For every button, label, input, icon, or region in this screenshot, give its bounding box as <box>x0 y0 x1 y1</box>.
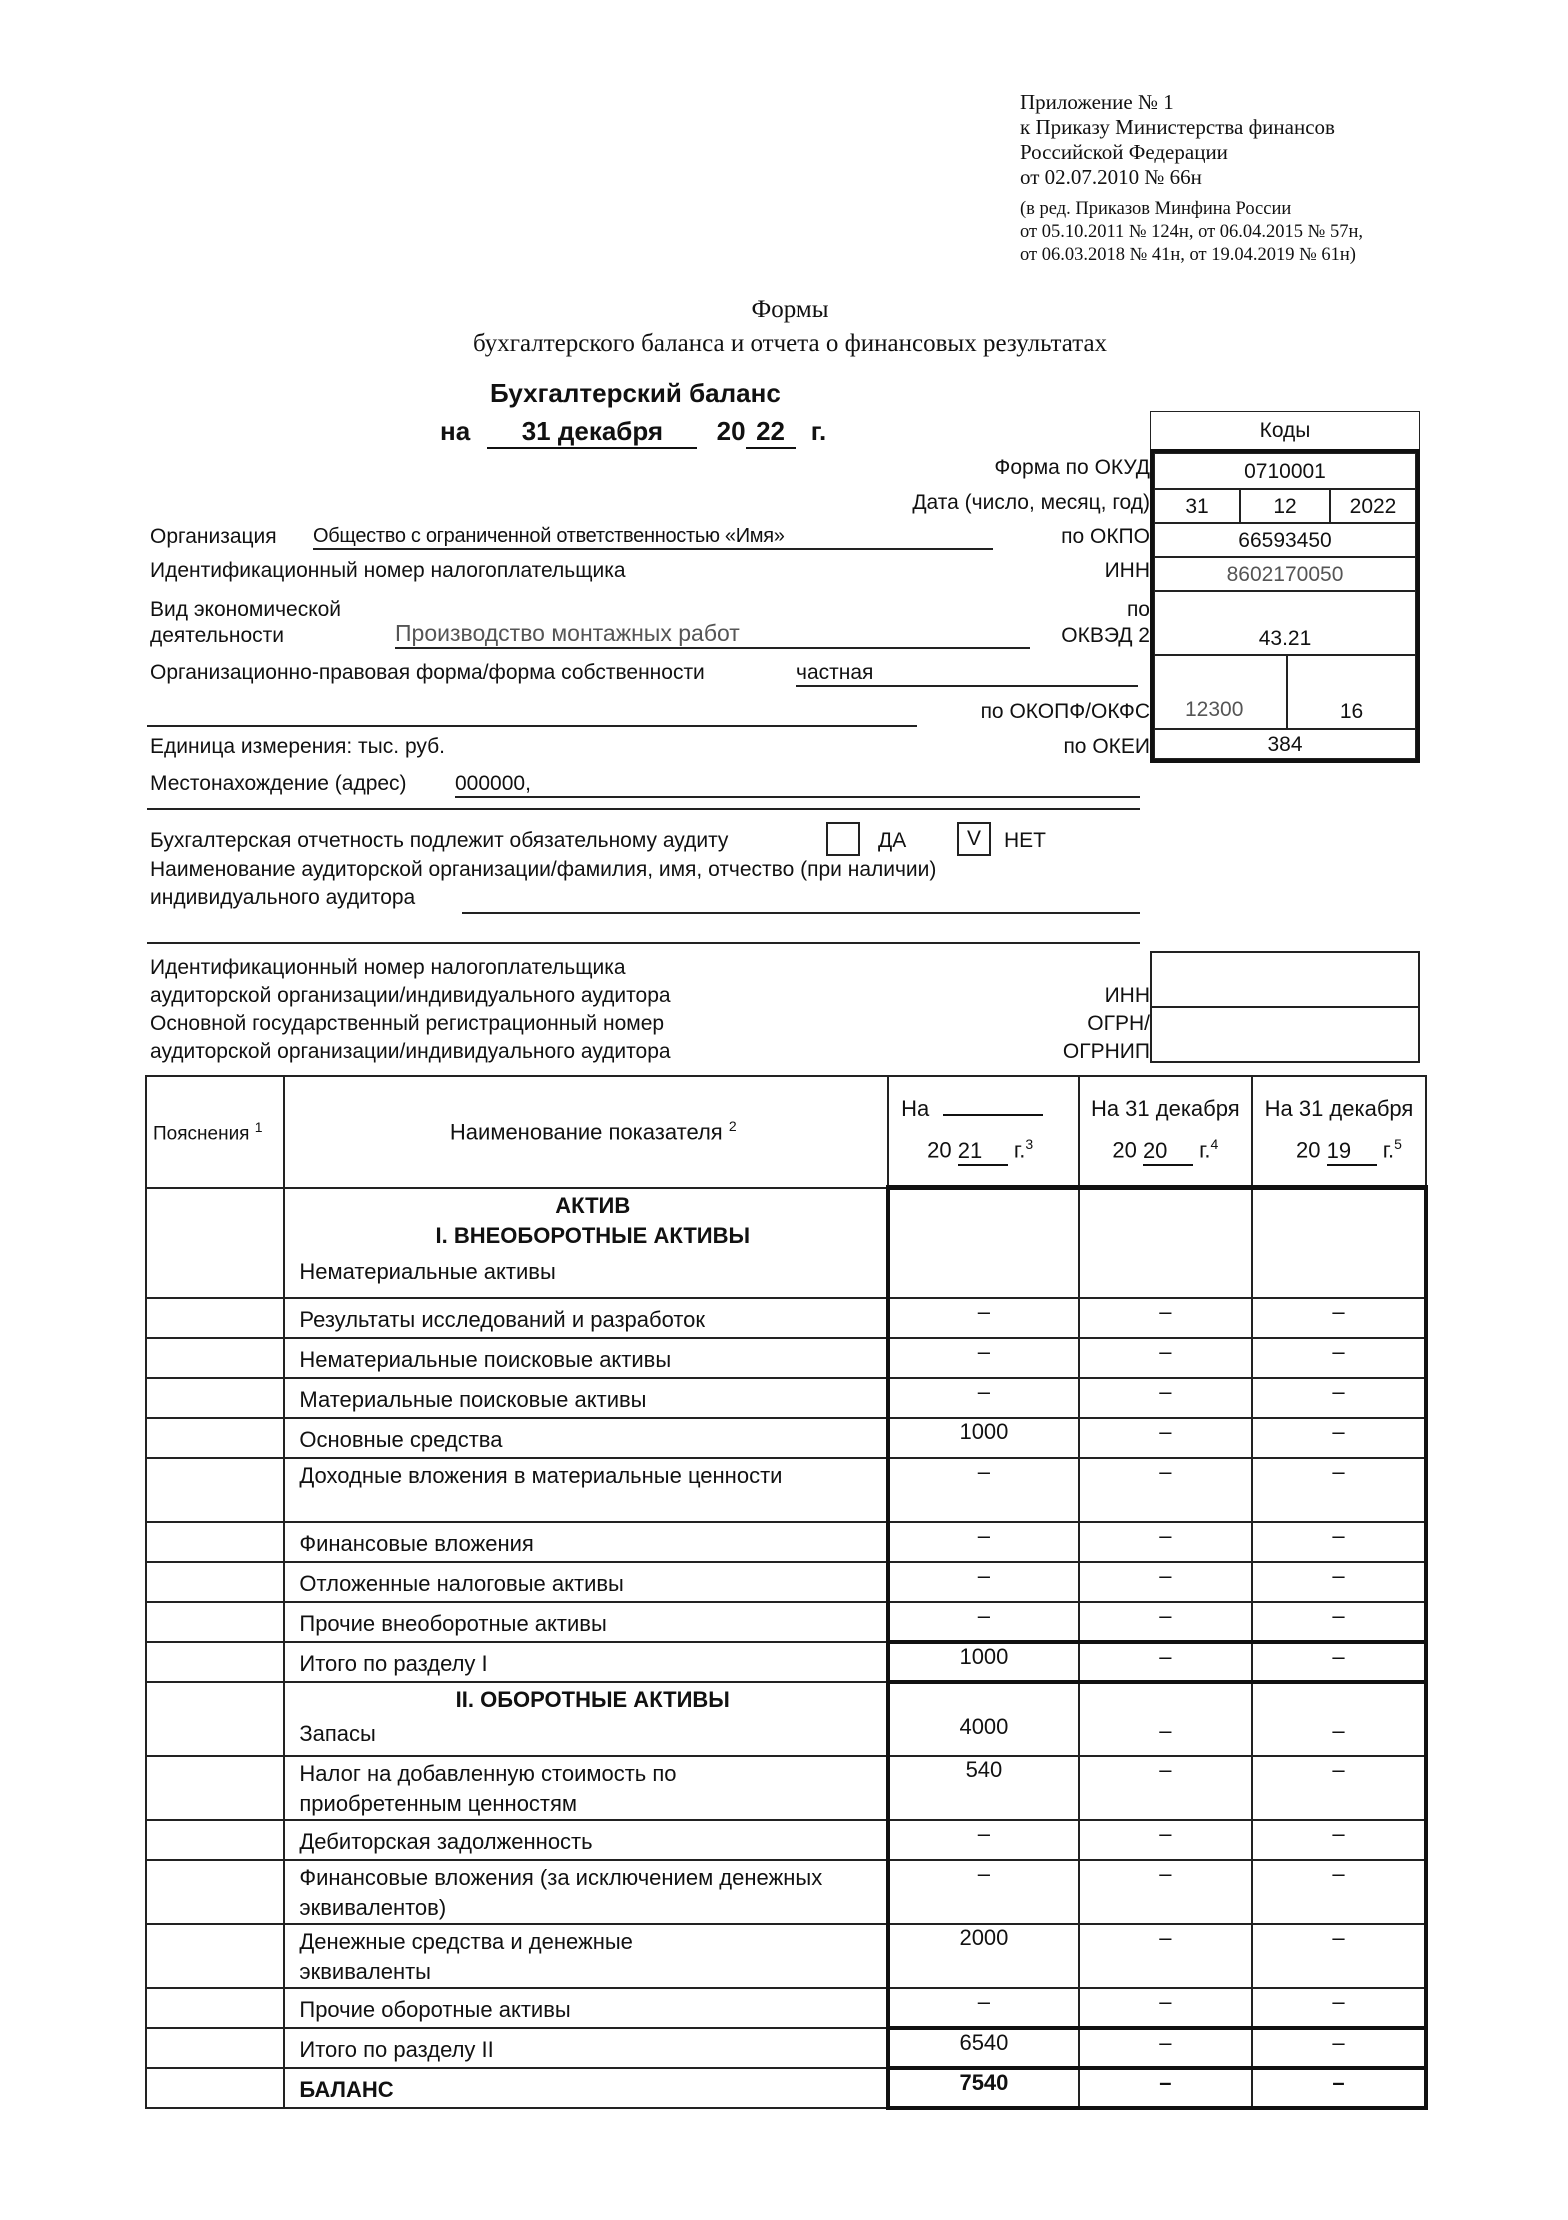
date-suffix: г. <box>810 416 827 446</box>
value-cell[interactable]: – <box>1252 1820 1426 1860</box>
row-name: Итого по разделу I <box>284 1642 888 1682</box>
value-cell[interactable]: – <box>1252 1860 1426 1924</box>
notes-cell[interactable] <box>146 1642 284 1682</box>
notes-cell[interactable] <box>146 1378 284 1418</box>
value-cell[interactable]: – <box>888 1860 1079 1924</box>
value-cell[interactable]: – <box>1079 1418 1252 1458</box>
value-cell[interactable]: – <box>1079 2028 1252 2068</box>
audit-no-label: НЕТ <box>1004 829 1046 852</box>
forms-subtitle: бухгалтерского баланса и отчета о финансовых результатах <box>472 330 1108 357</box>
value-cell[interactable]: – <box>1252 1338 1426 1378</box>
date-month-code[interactable]: 12 <box>1240 489 1330 523</box>
auditor-inn-label-1: Идентификационный номер налогоплательщика <box>150 956 626 979</box>
auditor-name-label-2: индивидуального аудитора <box>150 886 416 909</box>
value-cell[interactable]: – <box>1079 1682 1252 1756</box>
table-row-balance <box>146 2068 1426 2108</box>
auditor-ogrn-code-label-1: ОГРН/ <box>1087 1012 1150 1035</box>
notes-cell[interactable] <box>146 2068 284 2108</box>
row-name: Финансовые вложения (за исключением денежных эквивалентов) <box>284 1860 888 1924</box>
forms-title: Формы <box>751 296 829 323</box>
inn-code[interactable]: 8602170050 <box>1154 557 1416 591</box>
value-cell[interactable] <box>1252 1188 1426 1298</box>
notes-cell[interactable] <box>146 1298 284 1338</box>
value-cell[interactable]: – <box>888 1562 1079 1602</box>
okved-label-2: ОКВЭД 2 <box>1061 624 1150 647</box>
footnote-marker: 2 <box>728 1118 737 1135</box>
legal-form-field[interactable]: частная <box>796 661 1138 687</box>
notes-cell[interactable] <box>146 1924 284 1988</box>
table-row <box>146 1338 1426 1378</box>
notes-cell[interactable] <box>146 1682 284 1756</box>
okei-label: по ОКЕИ <box>1063 735 1150 758</box>
okved-code[interactable]: 43.21 <box>1154 591 1416 655</box>
value-cell[interactable]: – <box>1079 1458 1252 1522</box>
header-notes <box>146 1076 284 1188</box>
header-col3-label: На 31 декабря <box>1264 1096 1414 1122</box>
codes-header: Коды <box>1150 411 1420 451</box>
value-cell[interactable]: – <box>1079 1988 1252 2028</box>
table-row-total <box>146 1642 1426 1682</box>
balance-table <box>145 1075 1428 2110</box>
footnote-marker: 3 <box>1025 1136 1034 1153</box>
header-notes-label: Пояснения <box>153 1122 250 1144</box>
footnote-marker: 1 <box>254 1118 263 1135</box>
notes-cell[interactable] <box>146 1756 284 1820</box>
value-cell[interactable]: – <box>1252 1298 1426 1338</box>
value-cell[interactable]: – <box>888 1338 1079 1378</box>
value-cell[interactable]: – <box>888 1458 1079 1522</box>
header-col2 <box>1079 1076 1252 1188</box>
row-name: Денежные средства и денежные эквиваленты <box>284 1924 888 1988</box>
header-col1-date-field[interactable] <box>943 1113 1043 1116</box>
value-cell[interactable]: 6540 <box>888 2028 1079 2068</box>
notes-cell[interactable] <box>146 1338 284 1378</box>
notes-cell[interactable] <box>146 1820 284 1860</box>
value-cell[interactable]: – <box>888 1378 1079 1418</box>
appendix-line: Российской Федерации <box>1020 140 1228 164</box>
value-cell[interactable]: – <box>1079 1860 1252 1924</box>
row-name: Результаты исследований и разработок <box>284 1298 888 1338</box>
okpo-code[interactable]: 66593450 <box>1154 523 1416 557</box>
okei-code[interactable]: 384 <box>1154 729 1416 759</box>
value-cell[interactable] <box>1079 1188 1252 1298</box>
okopf-label: по ОКОПФ/ОКФС <box>980 700 1150 723</box>
okud-label: Форма по ОКУД <box>994 456 1150 479</box>
notes-cell[interactable] <box>146 1418 284 1458</box>
auditor-ogrn-field[interactable] <box>1150 1006 1420 1063</box>
header-col3-year-field[interactable]: 19 <box>1327 1138 1377 1166</box>
table-row <box>146 1418 1426 1458</box>
value-cell[interactable]: – <box>1079 1522 1252 1562</box>
table-row <box>146 1682 1426 1756</box>
table-row <box>146 1820 1426 1860</box>
year-suffix-field[interactable]: 22 <box>746 416 796 449</box>
value-cell[interactable]: – <box>888 1298 1079 1338</box>
year-prefix: 20 <box>1295 1137 1321 1163</box>
row-name: Прочие внеоборотные активы <box>284 1602 888 1642</box>
value-cell[interactable]: 2000 <box>888 1924 1079 1988</box>
footnote-marker: 5 <box>1394 1136 1402 1153</box>
value-cell[interactable]: – <box>1079 1820 1252 1860</box>
value-cell[interactable]: 540 <box>888 1756 1079 1820</box>
table-row <box>146 1298 1426 1338</box>
legal-form-label: Организационно-правовая форма/форма собственности <box>150 661 705 684</box>
value-cell[interactable]: – <box>1252 1418 1426 1458</box>
legal-form-line-2 <box>147 725 917 727</box>
inn-label: ИНН <box>1104 559 1150 582</box>
address-field[interactable]: 000000, <box>455 772 1140 798</box>
auditor-ogrn-label-2: аудиторской организации/индивидуального аудитора <box>150 1040 671 1063</box>
value-cell[interactable]: – <box>1252 1988 1426 2028</box>
year-suffix: г. <box>1013 1137 1026 1163</box>
footnote-marker: 4 <box>1210 1136 1219 1153</box>
row-name: Итого по разделу II <box>284 2028 888 2068</box>
value-cell[interactable]: – <box>1079 1378 1252 1418</box>
appendix-line: Приложение № 1 <box>1020 90 1174 114</box>
row-name: Прочие оборотные активы <box>284 1988 888 2028</box>
auditor-inn-code-label: ИНН <box>1104 984 1150 1007</box>
table-row <box>146 1188 1426 1298</box>
value-cell[interactable]: – <box>1252 2028 1426 2068</box>
unit-label: Единица измерения: тыс. руб. <box>150 735 445 758</box>
notes-cell[interactable] <box>146 1458 284 1522</box>
row-name: Доходные вложения в материальные ценности <box>284 1458 888 1522</box>
notes-cell[interactable] <box>146 1602 284 1642</box>
auditor-name-field[interactable] <box>462 890 1140 914</box>
row-name: Нематериальные активы <box>299 1258 556 1284</box>
row-name: Материальные поисковые активы <box>284 1378 888 1418</box>
header-col1 <box>888 1076 1079 1188</box>
activity-label-1: Вид экономической <box>150 598 342 621</box>
amendment-line: от 06.03.2018 № 41н, от 19.04.2019 № 61н) <box>1020 245 1356 265</box>
appendix-line: к Приказу Министерства финансов <box>1020 115 1335 139</box>
table-row <box>146 1756 1426 1820</box>
header-col2-label: На 31 декабря <box>1090 1096 1240 1122</box>
table-row <box>146 1988 1426 2028</box>
section-asset-title: АКТИВ <box>555 1192 631 1218</box>
row-name: Запасы <box>299 1720 376 1746</box>
value-cell[interactable]: – <box>1252 1756 1426 1820</box>
row-name: Дебиторская задолженность <box>284 1820 888 1860</box>
address-label: Местонахождение (адрес) <box>150 772 407 795</box>
header-col1-year-field[interactable]: 21 <box>958 1138 1008 1166</box>
auditor-ogrn-code-label-2: ОГРНИП <box>1062 1040 1150 1063</box>
audit-yes-label: ДА <box>878 829 907 852</box>
balance-title: Бухгалтерский баланс <box>490 378 781 408</box>
value-cell[interactable]: – <box>888 1988 1079 2028</box>
auditor-inn-label-2: аудиторской организации/индивидуального аудитора <box>150 984 671 1007</box>
value-cell[interactable] <box>888 1188 1079 1298</box>
value-cell[interactable]: – <box>888 1820 1079 1860</box>
amendment-line: от 05.10.2011 № 124н, от 06.04.2015 № 57н, <box>1020 222 1363 242</box>
row-name: Налог на добавленную стоимость по приобретенным ценностям <box>284 1756 888 1820</box>
table-header-row <box>146 1076 1426 1188</box>
table-row <box>146 1924 1426 1988</box>
value-cell[interactable]: – <box>1252 1562 1426 1602</box>
header-name-label: Наименование показателя <box>449 1119 723 1145</box>
row-name: БАЛАНС <box>284 2068 888 2108</box>
org-name-field[interactable]: Общество с ограниченной ответственностью «Имя» <box>313 525 993 550</box>
value-cell[interactable]: – <box>1079 1602 1252 1642</box>
auditor-inn-field[interactable] <box>1150 951 1420 1008</box>
table-row <box>146 1602 1426 1642</box>
value-cell[interactable]: – <box>1079 2068 1252 2108</box>
table-row <box>146 1378 1426 1418</box>
value-cell[interactable]: – <box>1079 1338 1252 1378</box>
value-cell[interactable]: – <box>1252 1378 1426 1418</box>
amendment-line: (в ред. Приказов Минфина России <box>1020 199 1292 219</box>
value-cell[interactable]: – <box>1079 1562 1252 1602</box>
okopf-code[interactable]: 12300 <box>1154 655 1287 729</box>
section2-title: II. ОБОРОТНЫЕ АКТИВЫ <box>455 1686 730 1712</box>
year-prefix: 20 <box>927 1137 952 1163</box>
value-cell[interactable]: – <box>1252 1924 1426 1988</box>
notes-cell[interactable] <box>146 1860 284 1924</box>
section1-title: I. ВНЕОБОРОТНЫЕ АКТИВЫ <box>435 1222 751 1248</box>
notes-cell[interactable] <box>146 2028 284 2068</box>
date-prefix: на <box>440 416 471 446</box>
address-line-2 <box>147 808 1140 810</box>
name-cell <box>284 1188 888 1298</box>
date-year-code[interactable]: 2022 <box>1330 489 1416 523</box>
audit-yes-checkbox[interactable] <box>826 822 860 856</box>
table-row-total <box>146 2028 1426 2068</box>
notes-cell[interactable] <box>146 1562 284 1602</box>
value-cell[interactable]: – <box>888 1522 1079 1562</box>
notes-cell[interactable] <box>146 1188 284 1298</box>
year-suffix: г. <box>1382 1137 1395 1163</box>
notes-cell[interactable] <box>146 1522 284 1562</box>
appendix-note <box>1020 90 1363 267</box>
auditor-ogrn-label-1: Основной государственный регистрационный номер <box>150 1012 665 1035</box>
table-row <box>146 1562 1426 1602</box>
okud-code[interactable]: 0710001 <box>1154 453 1416 489</box>
appendix-line: от 02.07.2010 № 66н <box>1020 165 1202 189</box>
name-cell <box>284 1682 888 1756</box>
value-cell[interactable]: – <box>1079 1642 1252 1682</box>
value-cell[interactable]: – <box>888 1602 1079 1642</box>
table-row <box>146 1860 1426 1924</box>
header-col2-year-field[interactable]: 20 <box>1143 1138 1193 1166</box>
row-name: Отложенные налоговые активы <box>284 1562 888 1602</box>
notes-cell[interactable] <box>146 1988 284 2028</box>
value-cell[interactable]: – <box>1252 1602 1426 1642</box>
okfs-code[interactable]: 16 <box>1287 655 1416 729</box>
table-row <box>146 1522 1426 1562</box>
okpo-label: по ОКПО <box>1061 525 1150 548</box>
okved-label-1: по <box>1126 598 1150 621</box>
activity-label-2: деятельности <box>150 624 284 647</box>
year-suffix: г. <box>1199 1137 1211 1163</box>
date-label: Дата (число, месяц, год) <box>912 491 1150 514</box>
value-cell[interactable]: 1000 <box>888 1418 1079 1458</box>
value-cell[interactable]: 1000 <box>888 1642 1079 1682</box>
value-cell[interactable]: 4000 <box>888 1682 1079 1756</box>
audit-no-checkbox[interactable]: V <box>957 822 991 856</box>
value-cell[interactable]: – <box>1079 1298 1252 1338</box>
row-name: Основные средства <box>284 1418 888 1458</box>
value-cell[interactable]: – <box>1252 2068 1426 2108</box>
audit-mandatory-label: Бухгалтерская отчетность подлежит обязательному аудиту <box>150 829 729 852</box>
header-col3 <box>1252 1076 1426 1188</box>
taxpayer-id-label: Идентификационный номер налогоплательщика <box>150 559 626 582</box>
value-cell[interactable]: – <box>1252 1458 1426 1522</box>
value-cell[interactable]: – <box>1252 1522 1426 1562</box>
year-prefix: 20 <box>716 416 746 446</box>
auditor-name-line-2 <box>147 942 1140 944</box>
value-cell[interactable]: – <box>1079 1924 1252 1988</box>
value-cell[interactable]: – <box>1079 1756 1252 1820</box>
org-label: Организация <box>150 525 277 548</box>
header-name <box>284 1076 888 1188</box>
value-cell[interactable]: – <box>1252 1682 1426 1756</box>
activity-field[interactable]: Производство монтажных работ <box>395 620 1030 649</box>
value-cell[interactable]: – <box>1252 1642 1426 1682</box>
year-prefix: 20 <box>1112 1137 1137 1163</box>
value-cell[interactable]: 7540 <box>888 2068 1079 2108</box>
row-name: Нематериальные поисковые активы <box>284 1338 888 1378</box>
auditor-name-label-1: Наименование аудиторской организации/фамилия, имя, отчество (при наличии) <box>150 858 937 881</box>
header-col1-prefix: На <box>901 1096 930 1122</box>
date-day-month-field[interactable]: 31 декабря <box>487 416 697 449</box>
report-date <box>440 416 826 449</box>
date-day-code[interactable]: 31 <box>1154 489 1240 523</box>
table-row <box>146 1458 1426 1522</box>
row-name: Финансовые вложения <box>284 1522 888 1562</box>
